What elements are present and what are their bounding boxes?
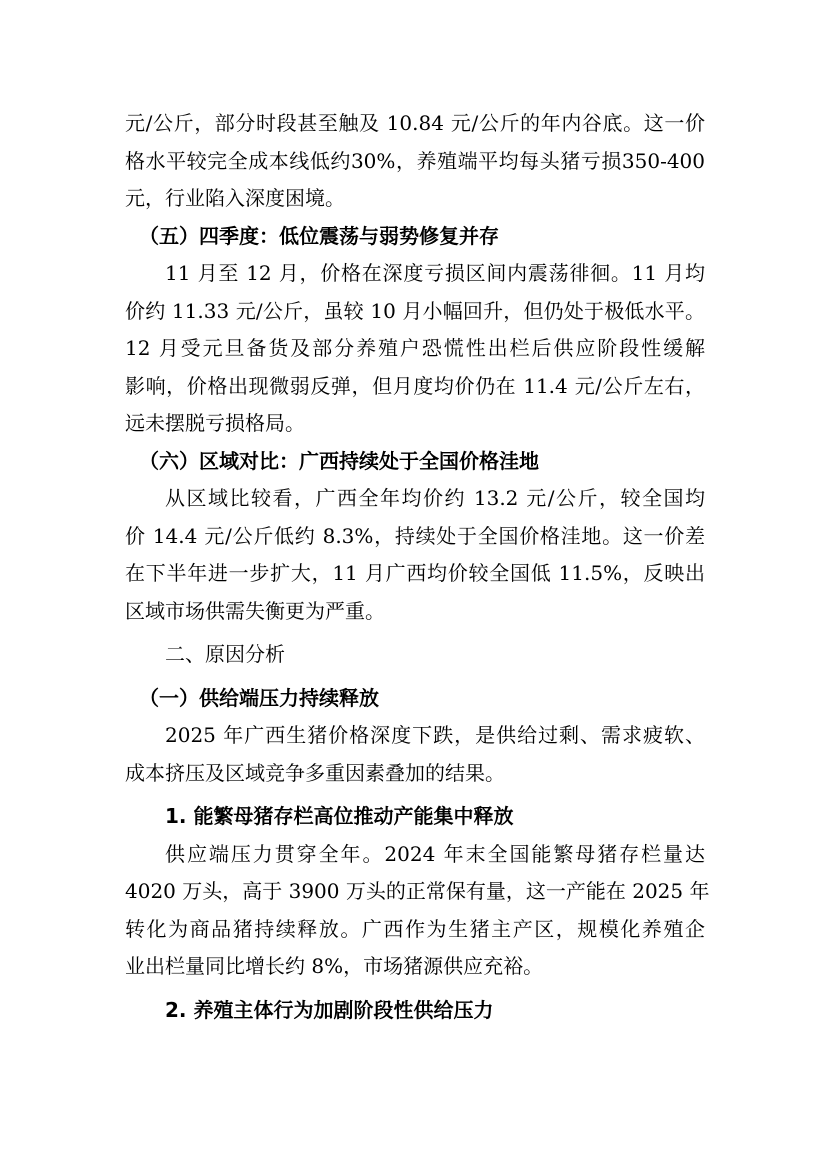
text-line: 业出栏量同比增长约 8%，市场猪源供应充裕。 xyxy=(125,954,544,978)
text-line: 在下半年进一步扩大，11 月广西均价较全国低 11.5%，反映出 xyxy=(125,561,705,585)
subheading-farmer-behavior: 2. 养殖主体行为加剧阶段性供给压力 xyxy=(165,997,494,1022)
section-heading-q4: （五）四季度：低位震荡与弱势修复并存 xyxy=(139,223,499,248)
subheading-sow-inventory: 1. 能繁母猪存栏高位推动产能集中释放 xyxy=(165,804,514,828)
text-line: 从区域比较看，广西全年均价约 13.2 元/公斤，较全国均 xyxy=(165,486,705,510)
text-line: 转化为商品猪持续释放。广西作为生猪主产区，规模化养殖企 xyxy=(125,916,705,941)
text-line: 4020 万头，高于 3900 万头的正常保有量，这一产能在 2025 年 xyxy=(125,879,710,903)
text-line: 12 月受元旦备货及部分养殖户恐慌性出栏后供应阶段性缓解 xyxy=(125,336,705,360)
text-line: 影响，价格出现微弱反弹，但月度均价仍在 11.4 元/公斤左右， xyxy=(125,373,705,398)
document-body xyxy=(125,105,710,1029)
paragraph-regional xyxy=(125,480,705,630)
section-heading-regional: （六）区域对比：广西持续处于全国价格洼地 xyxy=(139,448,539,473)
text-line: 元/公斤，部分时段甚至触及 10.84 元/公斤的年内谷底。这一价 xyxy=(125,111,705,135)
text-line: 远未摆脱亏损格局。 xyxy=(125,411,305,435)
paragraph-causes-intro xyxy=(125,717,705,792)
section-heading-supply: （一）供给端压力持续释放 xyxy=(139,685,379,710)
text-line: 11 月至 12 月，价格在深度亏损区间内震荡徘徊。11 月均 xyxy=(165,261,705,285)
text-line: 成本挤压及区域竞争多重因素叠加的结果。 xyxy=(125,760,505,785)
chapter-heading-causes: 二、原因分析 xyxy=(165,642,285,666)
text-line: 价 14.4 元/公斤低约 8.3%，持续处于全国价格洼地。这一价差 xyxy=(125,523,705,548)
paragraph-q4 xyxy=(125,255,705,443)
paragraph-q3-continued xyxy=(125,105,705,218)
text-line: 供应端压力贯穿全年。2024 年末全国能繁母猪存栏量达 xyxy=(165,841,705,866)
text-line: 区域市场供需失衡更为严重。 xyxy=(125,598,385,623)
text-line: 价约 11.33 元/公斤，虽较 10 月小幅回升，但仍处于极低水平。 xyxy=(125,298,705,323)
text-line: 2025 年广西生猪价格深度下跌，是供给过剩、需求疲软、 xyxy=(165,723,705,747)
text-line: 格水平较完全成本线低约30%，养殖端平均每头猪亏损350-400 xyxy=(125,148,705,173)
text-line: 元，行业陷入深度困境。 xyxy=(125,186,345,210)
paragraph-sow-inventory xyxy=(125,836,710,986)
